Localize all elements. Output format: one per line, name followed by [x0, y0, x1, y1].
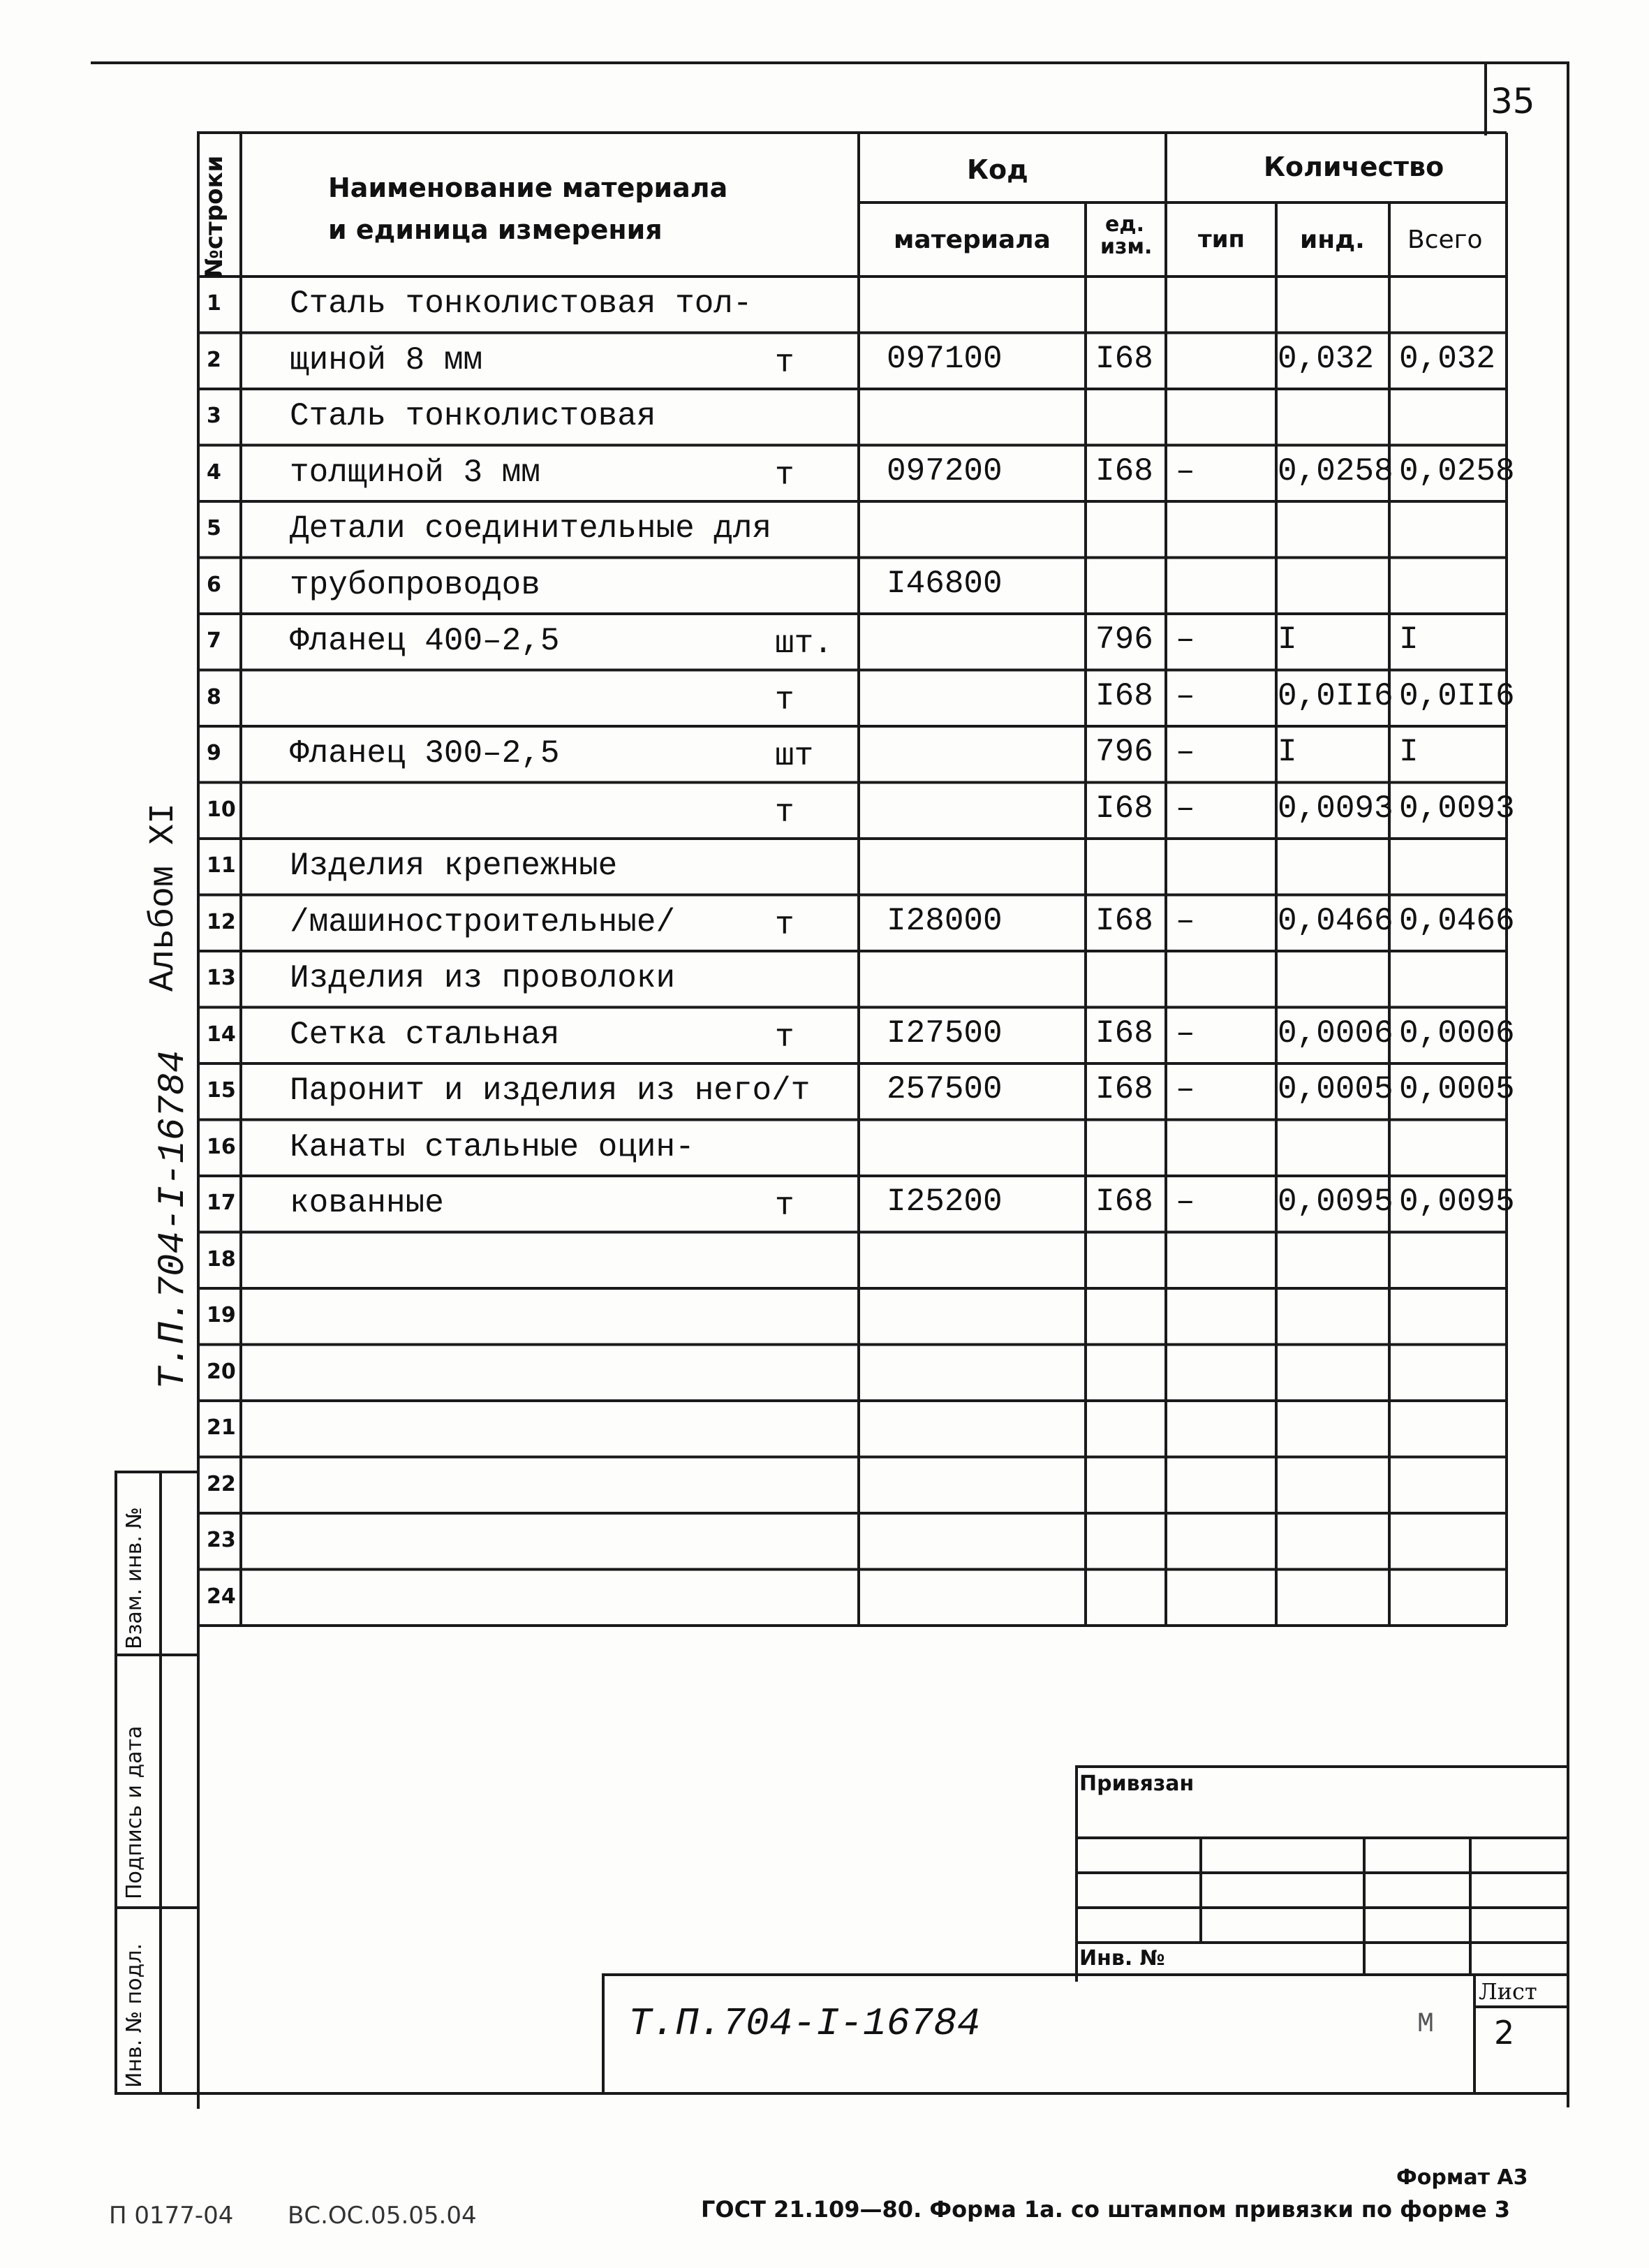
row-qty-total: 0,0006: [1399, 1015, 1515, 1052]
row-unit: т: [775, 794, 794, 831]
row-unit-code: I68: [1095, 452, 1153, 489]
stamp-inv-no: Инв. №: [1079, 1946, 1165, 1971]
row-qty-total: 0,0005: [1399, 1071, 1515, 1107]
row-name: Изделия из проволоки: [290, 960, 676, 996]
stamp-line1: [1075, 1836, 1569, 1839]
row-number: 12: [207, 909, 236, 934]
row-number: 5: [207, 516, 221, 540]
row-qty-type: –: [1176, 1071, 1195, 1107]
stamp-line2: [1075, 1871, 1569, 1874]
row-unit-code: I68: [1095, 1184, 1153, 1220]
row-number: 6: [207, 572, 221, 597]
header-qty-type: тип: [1198, 226, 1245, 253]
row-qty-type: –: [1176, 902, 1195, 939]
row-unit: шт: [775, 738, 814, 774]
row-unit-code: I68: [1095, 902, 1153, 939]
row-qty-ind: 0,0258: [1278, 452, 1393, 489]
footer-format: Формат А3: [1396, 2165, 1528, 2190]
stamp-col1: [1199, 1836, 1202, 1941]
row-qty-type: –: [1176, 677, 1195, 714]
header-code-unit: ед. изм.: [1100, 212, 1153, 259]
row-number: 9: [207, 741, 221, 765]
stamp-col3: [1469, 1836, 1472, 1976]
inv-podl-label: Инв. № подл.: [122, 1943, 147, 2088]
row-code: I25200: [887, 1184, 1003, 1220]
footer-gost: ГОСТ 21.109—80. Форма 1а. со штампом привязки по форме 3: [701, 2196, 1511, 2223]
row-number: 3: [207, 404, 221, 428]
row-code: I46800: [887, 565, 1003, 602]
row-qty-ind: 0,0II6: [1278, 677, 1393, 714]
row-name: Фланец 400–2,5: [290, 623, 560, 659]
row-qty-total: 0,032: [1399, 340, 1496, 377]
row-number: 8: [207, 684, 221, 709]
row-unit: т: [775, 1019, 794, 1056]
row-code: I27500: [887, 1015, 1003, 1052]
row-qty-total: 0,0466: [1399, 902, 1515, 939]
row-unit: шт.: [775, 626, 833, 662]
row-number: 18: [207, 1246, 236, 1272]
row-qty-total: 0,0095: [1399, 1184, 1515, 1220]
row-number: 19: [207, 1303, 236, 1327]
row-name: кованные: [290, 1185, 444, 1221]
row-qty-ind: 0,0006: [1278, 1015, 1393, 1052]
row-unit: т: [775, 1188, 794, 1224]
side-designation: Т.П.704-I-16784: [152, 1050, 195, 1390]
stamp-top: [1075, 1765, 1569, 1768]
header-code: Код: [967, 154, 1028, 185]
row-unit: т: [775, 344, 794, 381]
vzam-inv-label: Взам. инв. №: [122, 1507, 147, 1649]
row-number: 17: [207, 1191, 236, 1215]
row-qty-ind: 0,0005: [1278, 1071, 1393, 1107]
row-name: Сталь тонколистовая тол-: [290, 286, 753, 322]
row-name: Сталь тонколистовая: [290, 398, 656, 434]
row-number: 11: [207, 853, 236, 878]
row-qty-type: –: [1176, 452, 1195, 489]
header-name-line2: и единица измерения: [328, 214, 663, 245]
row-unit-code: I68: [1095, 1015, 1153, 1052]
row-number: 24: [207, 1584, 236, 1609]
row-qty-ind: 0,032: [1278, 340, 1375, 377]
row-number: 16: [207, 1134, 236, 1159]
row-unit: т: [775, 457, 794, 494]
stamp-line4: [1075, 1941, 1569, 1944]
row-unit-code: 796: [1095, 734, 1153, 770]
title-block-top: [602, 1973, 1569, 1976]
row-name: толщиной 3 мм: [290, 454, 540, 491]
row-unit-code: I68: [1095, 677, 1153, 714]
row-unit: т: [775, 682, 794, 719]
row-name: Изделия крепежные: [290, 848, 618, 884]
header-rows: №строки: [200, 155, 228, 278]
footer-left-code2: ВС.ОС.05.05.04: [288, 2202, 477, 2230]
row-name: Детали соединительные для: [290, 510, 772, 547]
row-qty-total: I: [1399, 621, 1419, 658]
row-number: 10: [207, 797, 236, 822]
row-qty-ind: 0,0095: [1278, 1184, 1393, 1220]
row-code: 257500: [887, 1071, 1003, 1107]
row-code: 097200: [887, 452, 1003, 489]
row-code: 097100: [887, 340, 1003, 377]
row-name: щиной 8 мм: [290, 341, 483, 378]
row-unit-code: 796: [1095, 621, 1153, 658]
row-qty-total: I: [1399, 734, 1419, 770]
row-qty-type: –: [1176, 1015, 1195, 1052]
row-name: Паронит и изделия из него/т: [290, 1073, 811, 1109]
row-number: 1: [207, 291, 221, 316]
row-number: 13: [207, 966, 236, 990]
row-qty-ind: 0,0093: [1278, 790, 1393, 827]
row-unit: т: [775, 906, 794, 943]
header-name-line1: Наименование материала: [328, 172, 728, 203]
stamp-col2: [1363, 1836, 1366, 1976]
stamp-line3: [1075, 1906, 1569, 1909]
row-unit-code: I68: [1095, 790, 1153, 827]
title-designation: Т.П.704-I-16784: [628, 2001, 981, 2046]
row-qty-ind: I: [1278, 621, 1297, 658]
row-qty-type: –: [1176, 621, 1195, 658]
title-letter: М: [1417, 2009, 1435, 2040]
album-label: Альбом XI: [144, 802, 184, 992]
row-qty-total: 0,0II6: [1399, 677, 1515, 714]
header-quantity: Количество: [1264, 152, 1444, 182]
row-number: 23: [207, 1528, 236, 1552]
row-number: 7: [207, 628, 221, 653]
row-qty-type: –: [1176, 734, 1195, 770]
row-number: 4: [207, 459, 221, 485]
row-qty-ind: I: [1278, 734, 1297, 770]
row-number: 22: [207, 1471, 236, 1496]
row-number: 14: [207, 1022, 236, 1047]
header-code-material: материала: [894, 226, 1051, 254]
row-number: 21: [207, 1415, 236, 1440]
header-qty-ind: инд.: [1300, 226, 1365, 254]
row-name: /машиностроительные/: [290, 904, 676, 941]
row-name: Сетка стальная: [290, 1016, 560, 1053]
row-name: трубопроводов: [290, 566, 540, 603]
row-number: 2: [207, 347, 221, 372]
row-qty-type: –: [1176, 1184, 1195, 1220]
row-unit-code: I68: [1095, 1071, 1153, 1107]
page-number: 35: [1491, 81, 1535, 122]
sheet-box-mid: [1473, 2005, 1569, 2008]
title-block-left: [602, 1973, 605, 2093]
sheet-box-left: [1473, 1973, 1476, 2093]
row-name: Фланец 300–2,5: [290, 735, 560, 772]
sheet-number: 2: [1494, 2014, 1515, 2052]
row-code: I28000: [887, 902, 1003, 939]
row-number: 20: [207, 1359, 236, 1384]
row-qty-ind: 0,0466: [1278, 902, 1393, 939]
sheet-label: Лист: [1479, 1978, 1537, 2005]
row-qty-total: 0,0093: [1399, 790, 1515, 827]
footer-left-code: П 0177-04: [109, 2202, 234, 2230]
header-qty-total: Всего: [1407, 226, 1483, 254]
stamp-privyazan: Привязан: [1079, 1772, 1195, 1796]
row-name: Канаты стальные оцин-: [290, 1128, 695, 1165]
podpis-data-label: Подпись и дата: [122, 1725, 147, 1899]
row-unit-code: I68: [1095, 340, 1153, 377]
row-qty-type: –: [1176, 790, 1195, 827]
row-number: 15: [207, 1078, 236, 1103]
row-qty-total: 0,0258: [1399, 452, 1515, 489]
